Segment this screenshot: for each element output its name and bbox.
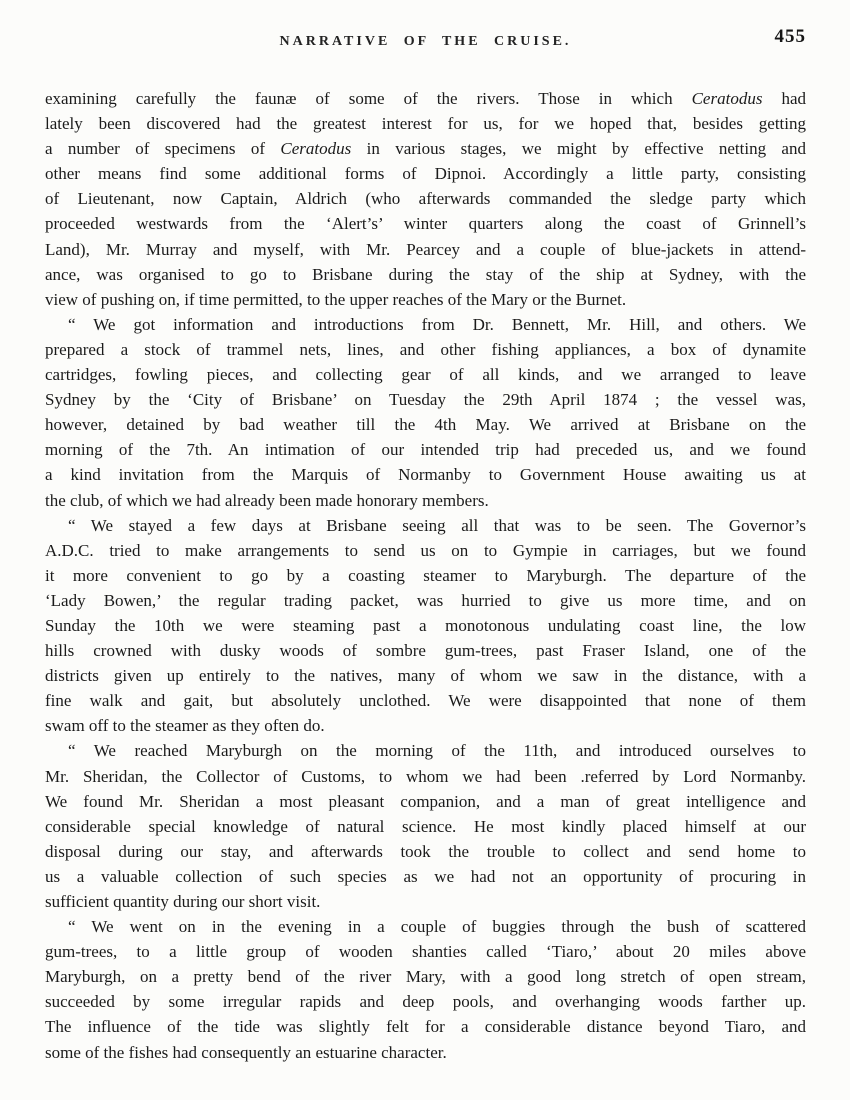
text-run: sufficient quantity during our short visit. bbox=[45, 892, 321, 911]
text-line bbox=[45, 563, 806, 588]
text-line bbox=[45, 663, 806, 688]
text-run: of Lieutenant, now Captain, Aldrich (who afterwards commanded the sledge party which bbox=[45, 189, 806, 209]
text-line bbox=[45, 638, 806, 663]
text-line bbox=[45, 462, 806, 487]
page-number: 455 bbox=[774, 26, 806, 47]
text-run: a number of specimens of bbox=[45, 139, 281, 159]
text-line bbox=[45, 262, 806, 287]
text-line bbox=[45, 237, 806, 262]
text-run: cartridges, fowling pieces, and collecting gear of all kinds, and we arranged to leave bbox=[45, 365, 806, 385]
text-line bbox=[45, 86, 806, 111]
text-line bbox=[45, 136, 806, 161]
text-line bbox=[45, 764, 806, 789]
text-line bbox=[45, 789, 806, 814]
text-run: disposal during our stay, and afterwards took the trouble to collect and send home to bbox=[45, 841, 806, 861]
text-run: Sunday the 10th we were steaming past a monotonous undulating coast line, the low bbox=[45, 615, 806, 635]
text-line bbox=[45, 914, 806, 939]
text-run: in various stages, we might by effective netting and bbox=[351, 139, 806, 159]
text-line bbox=[45, 964, 806, 989]
text-run: Maryburgh, on a pretty bend of the river Mary, with a good long stretch of open stream, bbox=[45, 967, 806, 987]
text-line bbox=[45, 513, 806, 538]
text-run: Land), Mr. Murray and myself, with Mr. Pearcey and a couple of blue-jackets in attend- bbox=[45, 239, 806, 259]
text-line bbox=[45, 312, 806, 337]
text-run: We found Mr. Sheridan a most pleasant companion, and a man of great intelligence and bbox=[45, 791, 806, 811]
text-run: a kind invitation from the Marquis of Normanby to Government House awaiting us at bbox=[45, 465, 806, 485]
text-block bbox=[45, 86, 806, 1065]
text-line bbox=[45, 864, 806, 889]
italic-text: Ceratodus bbox=[280, 139, 352, 159]
text-line bbox=[45, 387, 806, 412]
text-line bbox=[45, 111, 806, 136]
text-run: hills crowned with dusky woods of sombre gum-trees, past Fraser Island, one of the bbox=[45, 641, 806, 661]
text-run: however, detained by bad weather till the 4th May. We arrived at Brisbane on the bbox=[45, 415, 806, 435]
text-run: lately been discovered had the greatest interest for us, for we hoped that, besides getting bbox=[45, 114, 806, 134]
text-line bbox=[45, 989, 806, 1014]
text-run: proceeded westwards from the ‘Alert’s’ winter quarters along the coast of Grinnell’s bbox=[45, 214, 806, 234]
text-line bbox=[45, 588, 806, 613]
text-run: some of the fishes had consequently an estuarine character. bbox=[45, 1042, 447, 1062]
text-run: considerable special knowledge of natural science. He most kindly placed himself at our bbox=[45, 816, 806, 836]
text-run: “ We stayed a few days at Brisbane seeing all that was to be seen. The Governor’s bbox=[68, 515, 806, 535]
text-run: Sydney by the ‘City of Brisbane’ on Tuesday the 29th April 1874 ; the vessel was, bbox=[45, 390, 806, 410]
text-line bbox=[45, 889, 806, 914]
text-run: Mr. Sheridan, the Collector of Customs, to whom we had been .referred by Lord Normanby. bbox=[45, 766, 806, 786]
text-line bbox=[45, 337, 806, 362]
text-line bbox=[45, 688, 806, 713]
text-line bbox=[45, 713, 806, 738]
text-line bbox=[45, 1014, 806, 1039]
text-line bbox=[45, 613, 806, 638]
text-run: it more convenient to go by a coasting steamer to Maryburgh. The departure of the bbox=[45, 565, 806, 585]
text-run: us a valuable collection of such species as we had not an opportunity of procuring in bbox=[45, 866, 806, 886]
text-run: ance, was organised to go to Brisbane during the stay of the ship at Sydney, with the bbox=[45, 264, 806, 284]
text-run: districts given up entirely to the natives, many of whom we saw in the distance, with a bbox=[45, 666, 806, 686]
text-run: succeeded by some irregular rapids and deep pools, and overhanging woods farther up. bbox=[45, 992, 806, 1012]
text-line bbox=[45, 738, 806, 763]
text-line bbox=[45, 939, 806, 964]
text-line bbox=[45, 186, 806, 211]
running-title: NARRATIVE OF THE CRUISE. bbox=[279, 34, 572, 49]
text-run: swam off to the steamer as they often do. bbox=[45, 716, 325, 736]
paragraph bbox=[45, 914, 806, 1065]
text-run: “ We went on in the evening in a couple of buggies through the bush of scattered bbox=[68, 917, 806, 937]
text-line bbox=[45, 161, 806, 186]
running-head bbox=[45, 26, 806, 52]
text-run: other means find some additional forms of Dipnoi. Accordingly a little party, consisting bbox=[45, 164, 806, 184]
text-line bbox=[45, 538, 806, 563]
text-run: morning of the 7th. An intimation of our intended trip had preceded us, and we found bbox=[45, 440, 806, 460]
text-run: examining carefully the faunæ of some of the rivers. Those in which bbox=[45, 89, 692, 108]
text-run: had bbox=[762, 89, 806, 108]
text-run: prepared a stock of trammel nets, lines, and other fishing appliances, a box of dynamite bbox=[45, 339, 806, 359]
italic-text: Ceratodus bbox=[691, 89, 763, 108]
text-line bbox=[45, 1040, 806, 1065]
paragraph bbox=[45, 513, 806, 739]
paragraph bbox=[45, 86, 806, 312]
text-run: “ We got information and introductions from Dr. Bennett, Mr. Hill, and others. We bbox=[68, 314, 806, 334]
text-line bbox=[45, 211, 806, 236]
text-run: The influence of the tide was slightly felt for a considerable distance beyond Tiaro, and bbox=[45, 1017, 806, 1037]
paragraph bbox=[45, 312, 806, 513]
text-line bbox=[45, 839, 806, 864]
text-run: ‘Lady Bowen,’ the regular trading packet, was hurried to give us more time, and on bbox=[45, 590, 806, 610]
text-line bbox=[45, 488, 806, 513]
text-run: A.D.C. tried to make arrangements to send us on to Gympie in carriages, but we found bbox=[45, 540, 806, 560]
text-line bbox=[45, 814, 806, 839]
text-line bbox=[45, 412, 806, 437]
text-run: the club, of which we had already been made honorary members. bbox=[45, 490, 489, 510]
paragraph bbox=[45, 738, 806, 914]
text-line bbox=[45, 362, 806, 387]
text-line bbox=[45, 287, 806, 312]
text-run: gum-trees, to a little group of wooden shanties called ‘Tiaro,’ about 20 miles above bbox=[45, 942, 806, 962]
text-run: “ We reached Maryburgh on the morning of the 11th, and introduced ourselves to bbox=[68, 741, 806, 761]
text-line bbox=[45, 437, 806, 462]
text-run: fine walk and gait, but absolutely unclothed. We were disappointed that none of them bbox=[45, 691, 806, 711]
text-run: view of pushing on, if time permitted, to the upper reaches of the Mary or the Burnet. bbox=[45, 289, 627, 309]
